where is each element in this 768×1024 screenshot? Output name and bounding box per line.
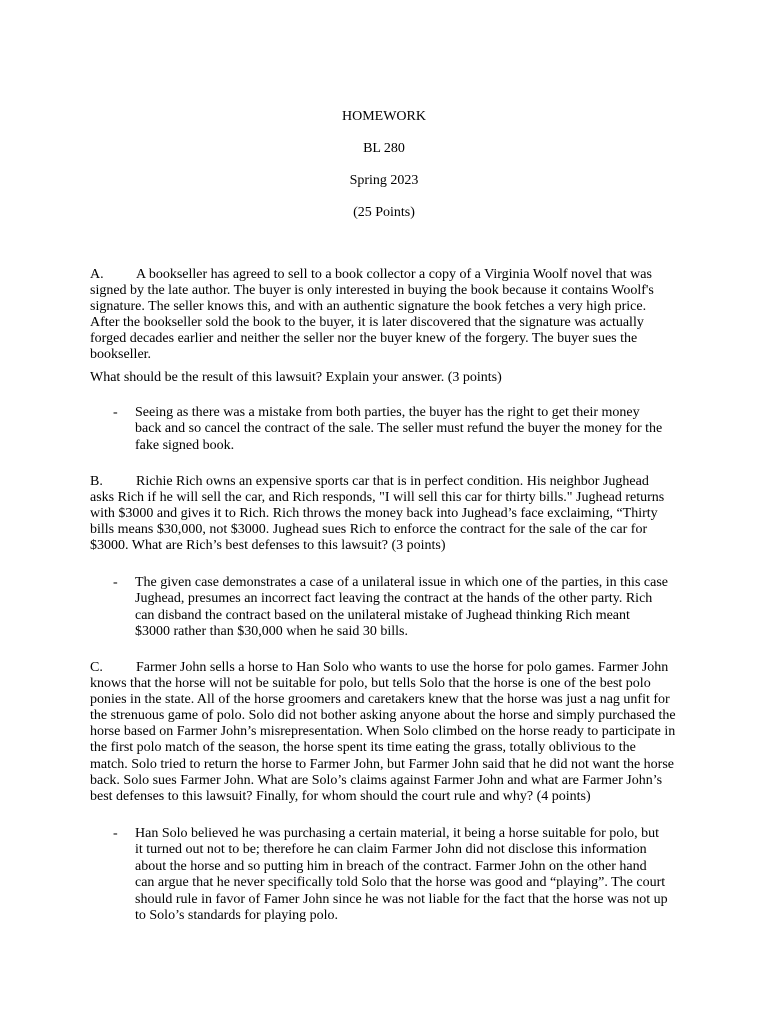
question-a-label: A. bbox=[90, 267, 104, 282]
answer-c bbox=[113, 826, 668, 924]
answer-b-bullet: - bbox=[113, 575, 118, 590]
term: Spring 2023 bbox=[349, 173, 419, 188]
document-title: HOMEWORK bbox=[342, 109, 426, 124]
answer-a-text: Seeing as there was a mistake from both parties, the buyer has the right to get their money back and so cancel the contract of the sale. The seller must refund the buyer the money for the fake signed book. bbox=[135, 405, 663, 453]
answer-c-bullet: - bbox=[113, 826, 118, 841]
question-a-prompt: What should be the result of this lawsuit? Explain your answer. (3 points) bbox=[90, 370, 502, 385]
question-b-label: B. bbox=[90, 474, 103, 489]
question-a-text: A bookseller has agreed to sell to a book collector a copy of a Virginia Woolf novel that was signed by the late author. The buyer is only interested in buying the book because it contains Woolf's signature. The seller knows this, and with an authentic signature the book fetches a very high price. After the bookseller sold the book to the buyer, it is later discovered that the signature was actually forged decades earlier and neither the seller nor the buyer knew of the forgery. The buyer sues the bookseller. bbox=[90, 267, 654, 363]
course-code: BL 280 bbox=[363, 141, 405, 156]
question-a bbox=[90, 267, 676, 364]
total-points: (25 Points) bbox=[353, 205, 415, 220]
answer-a-bullet: - bbox=[113, 405, 118, 420]
question-b bbox=[90, 474, 676, 554]
answer-b-text: The given case demonstrates a case of a unilateral issue in which one of the parties, in this case Jughead, presumes an incorrect fact leaving the contract at the hands of the other party. Rich can disband the contract based on the unilateral mistake of Jughead thinking Rich meant $3000 rather than $30,000 when he said 30 bills. bbox=[135, 575, 668, 640]
answer-c-text: Han Solo believed he was purchasing a certain material, it being a horse suitable for polo, but it turned out not to be; therefore he can claim Farmer John did not disclose this information about the horse and so putting him in breach of the contract. Farmer John on the other hand can argue that he never specifically told Solo that the horse was good and “playing”. The court should rule in favor of Famer John since he was not liable for the fact that the horse was not up to Solo’s standards for playing polo. bbox=[135, 826, 668, 924]
question-c-label: C. bbox=[90, 660, 103, 675]
answer-a bbox=[113, 405, 668, 454]
question-b-text: Richie Rich owns an expensive sports car that is in perfect condition. His neighbor Jughead asks Rich if he will sell the car, and Rich responds, "I will sell this car for thirty bills." Jughead returns with $3000 and gives it to Rich. Rich throws the money back into Jughead’s face exclaiming, “Thirty bills means $30,000, not $3000. Jughead sues Rich to enforce the contract for the sale of the car for $3000. What are Rich’s best defenses to this lawsuit? (3 points) bbox=[90, 474, 665, 554]
question-c-text: Farmer John sells a horse to Han Solo who wants to use the horse for polo games. Farmer John knows that the horse will not be suitable for polo, but tells Solo that the horse is one of the best polo ponies in the state. All of the horse groomers and caretakers knew that the horse was just a nag unfit for the strenuous game of polo. Solo did not bother asking anyone about the horse and simply purchased the horse based on Farmer John’s misrepresentation. When Solo climbed on the horse ready to participate in the first polo match of the season, the horse spent its time eating the grass, totally oblivious to the match. Solo tried to return the horse to Farmer John, but Farmer John said that he did not want the horse back. Solo sues Farmer John. What are Solo’s claims against Farmer John and what are Farmer John’s best defenses to this lawsuit? Finally, for whom should the court rule and why? (4 points) bbox=[90, 660, 676, 804]
question-c bbox=[90, 660, 676, 805]
answer-b bbox=[113, 575, 668, 641]
